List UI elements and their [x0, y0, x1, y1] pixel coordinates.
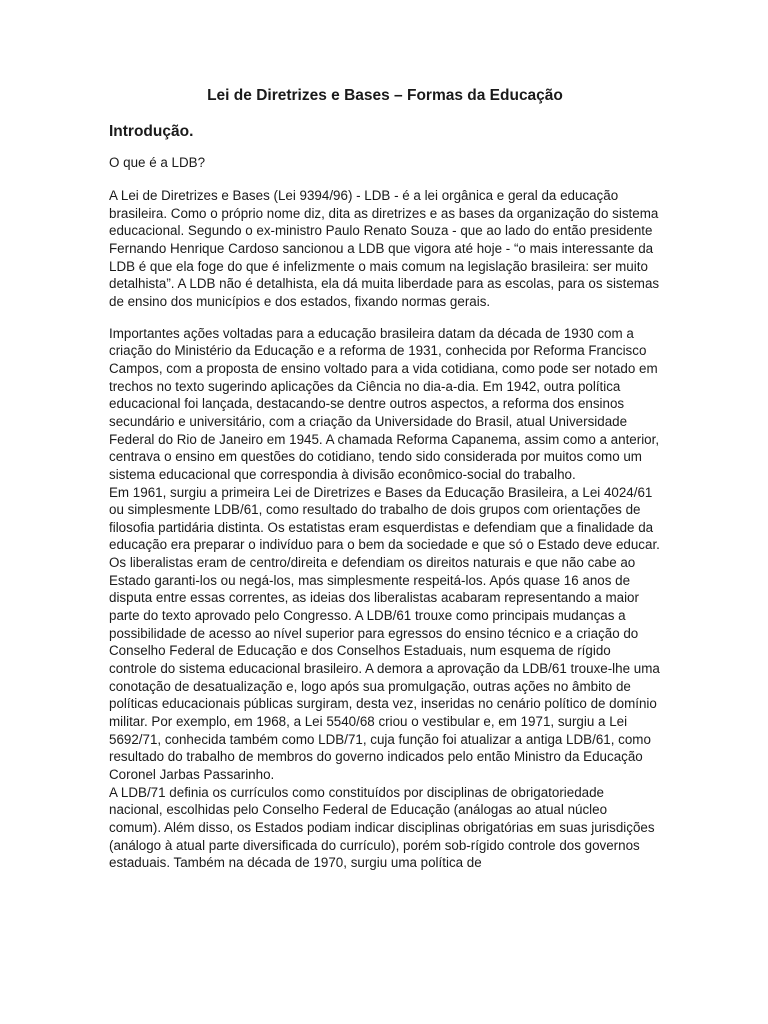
paragraph-1: A Lei de Diretrizes e Bases (Lei 9394/96) - LDB - é a lei orgânica e geral da educação brasileira. Como o próprio nome diz, dita as diretrizes e as bases da organização do sistema educacional. Segundo o ex-ministro Paulo Renato Souza - que ao lado do então presidente Fernando Henrique Cardoso sancionou a LDB que vigora até hoje - “o mais interessante da LDB é que ela foge do que é infelizmente o mais comum na legislação brasileira: ser muito detalhista”. A LDB não é detalhista, ela dá muita liberdade para as escolas, para os sistemas de ensino dos municípios e dos estados, fixando normas gerais. [109, 188, 660, 309]
document-body [109, 84, 661, 872]
paragraph-2: Importantes ações voltadas para a educação brasileira datam da década de 1930 com a criação do Ministério da Educação e a reforma de 1931, conhecida por Reforma Francisco Campos, com a proposta de ensino voltado para a vida cotidiana, como pode ser notado em trechos no texto sugerindo aplicações da Ciência no dia-a-dia. Em 1942, outra política educacional foi lançada, destacando-se dentre outros aspectos, a reforma dos ensinos secundário e universitário, com a criação da Universidade do Brasil, atual Universidade Federal do Rio de Janeiro em 1945. A chamada Reforma Capanema, assim como a anterior, centrava o ensino em questões do cotidiano, tendo sido considerada por muitos como um sistema educacional que correspondia à divisão econômico-social do trabalho. [109, 325, 660, 482]
paragraph-4: A LDB/71 definia os currículos como constituídos por disciplinas de obrigatoriedade nacional, escolhidas pelo Conselho Federal de Educação (análogas ao atual núcleo comum). Além disso, os Estados podiam indicar disciplinas obrigatórias em suas jurisdições (análogo à atual parte diversificada do currículo), porém sob-rígido controle dos governos estaduais. Também na década de 1970, surgiu uma política de [109, 784, 655, 871]
document-title: Lei de Diretrizes e Bases – Formas da Educação [207, 87, 563, 104]
section-question: O que é a LDB? [109, 155, 206, 170]
paragraph-3: Em 1961, surgiu a primeira Lei de Diretrizes e Bases da Educação Brasileira, a Lei 4024/61 ou simplesmente LDB/61, como resultado do trabalho de dois grupos com orientações de filosofia partidária distinta. Os estatistas eram esquerdistas e defendiam que a finalidade da educação era preparar o indivíduo para o bem da sociedade e que só o Estado deve educar. Os liberalistas eram de centro/direita e defendiam os direitos naturais e que não cabe ao Estado garanti-los ou negá-los, mas simplesmente respeitá-los. Após quase 16 anos de disputa entre essas correntes, as ideias dos liberalistas acabaram representando a maior parte do texto aprovado pelo Congresso. A LDB/61 trouxe como principais mudanças a possibilidade de acesso ao nível superior para egressos do ensino técnico e a criação do Conselho Federal de Educação e dos Conselhos Estaduais, num esquema de rígido controle do sistema educacional brasileiro. A demora a aprovação da LDB/61 trouxe-lhe uma conotação de desatualização e, logo após sua promulgação, outras ações no âmbito de políticas educacionais públicas surgiram, desta vez, inseridas no cenário político de domínio militar. Por exemplo, em 1968, a Lei 5540/68 criou o vestibular e, em 1971, surgiu a Lei 5692/71, conhecida também como LDB/71, cuja função foi atualizar a antiga LDB/61, como resultado do trabalho de membros do governo indicados pelo então Ministro da Educação Coronel Jarbas Passarinho. [109, 484, 660, 782]
section-heading: Introdução. [109, 123, 194, 140]
